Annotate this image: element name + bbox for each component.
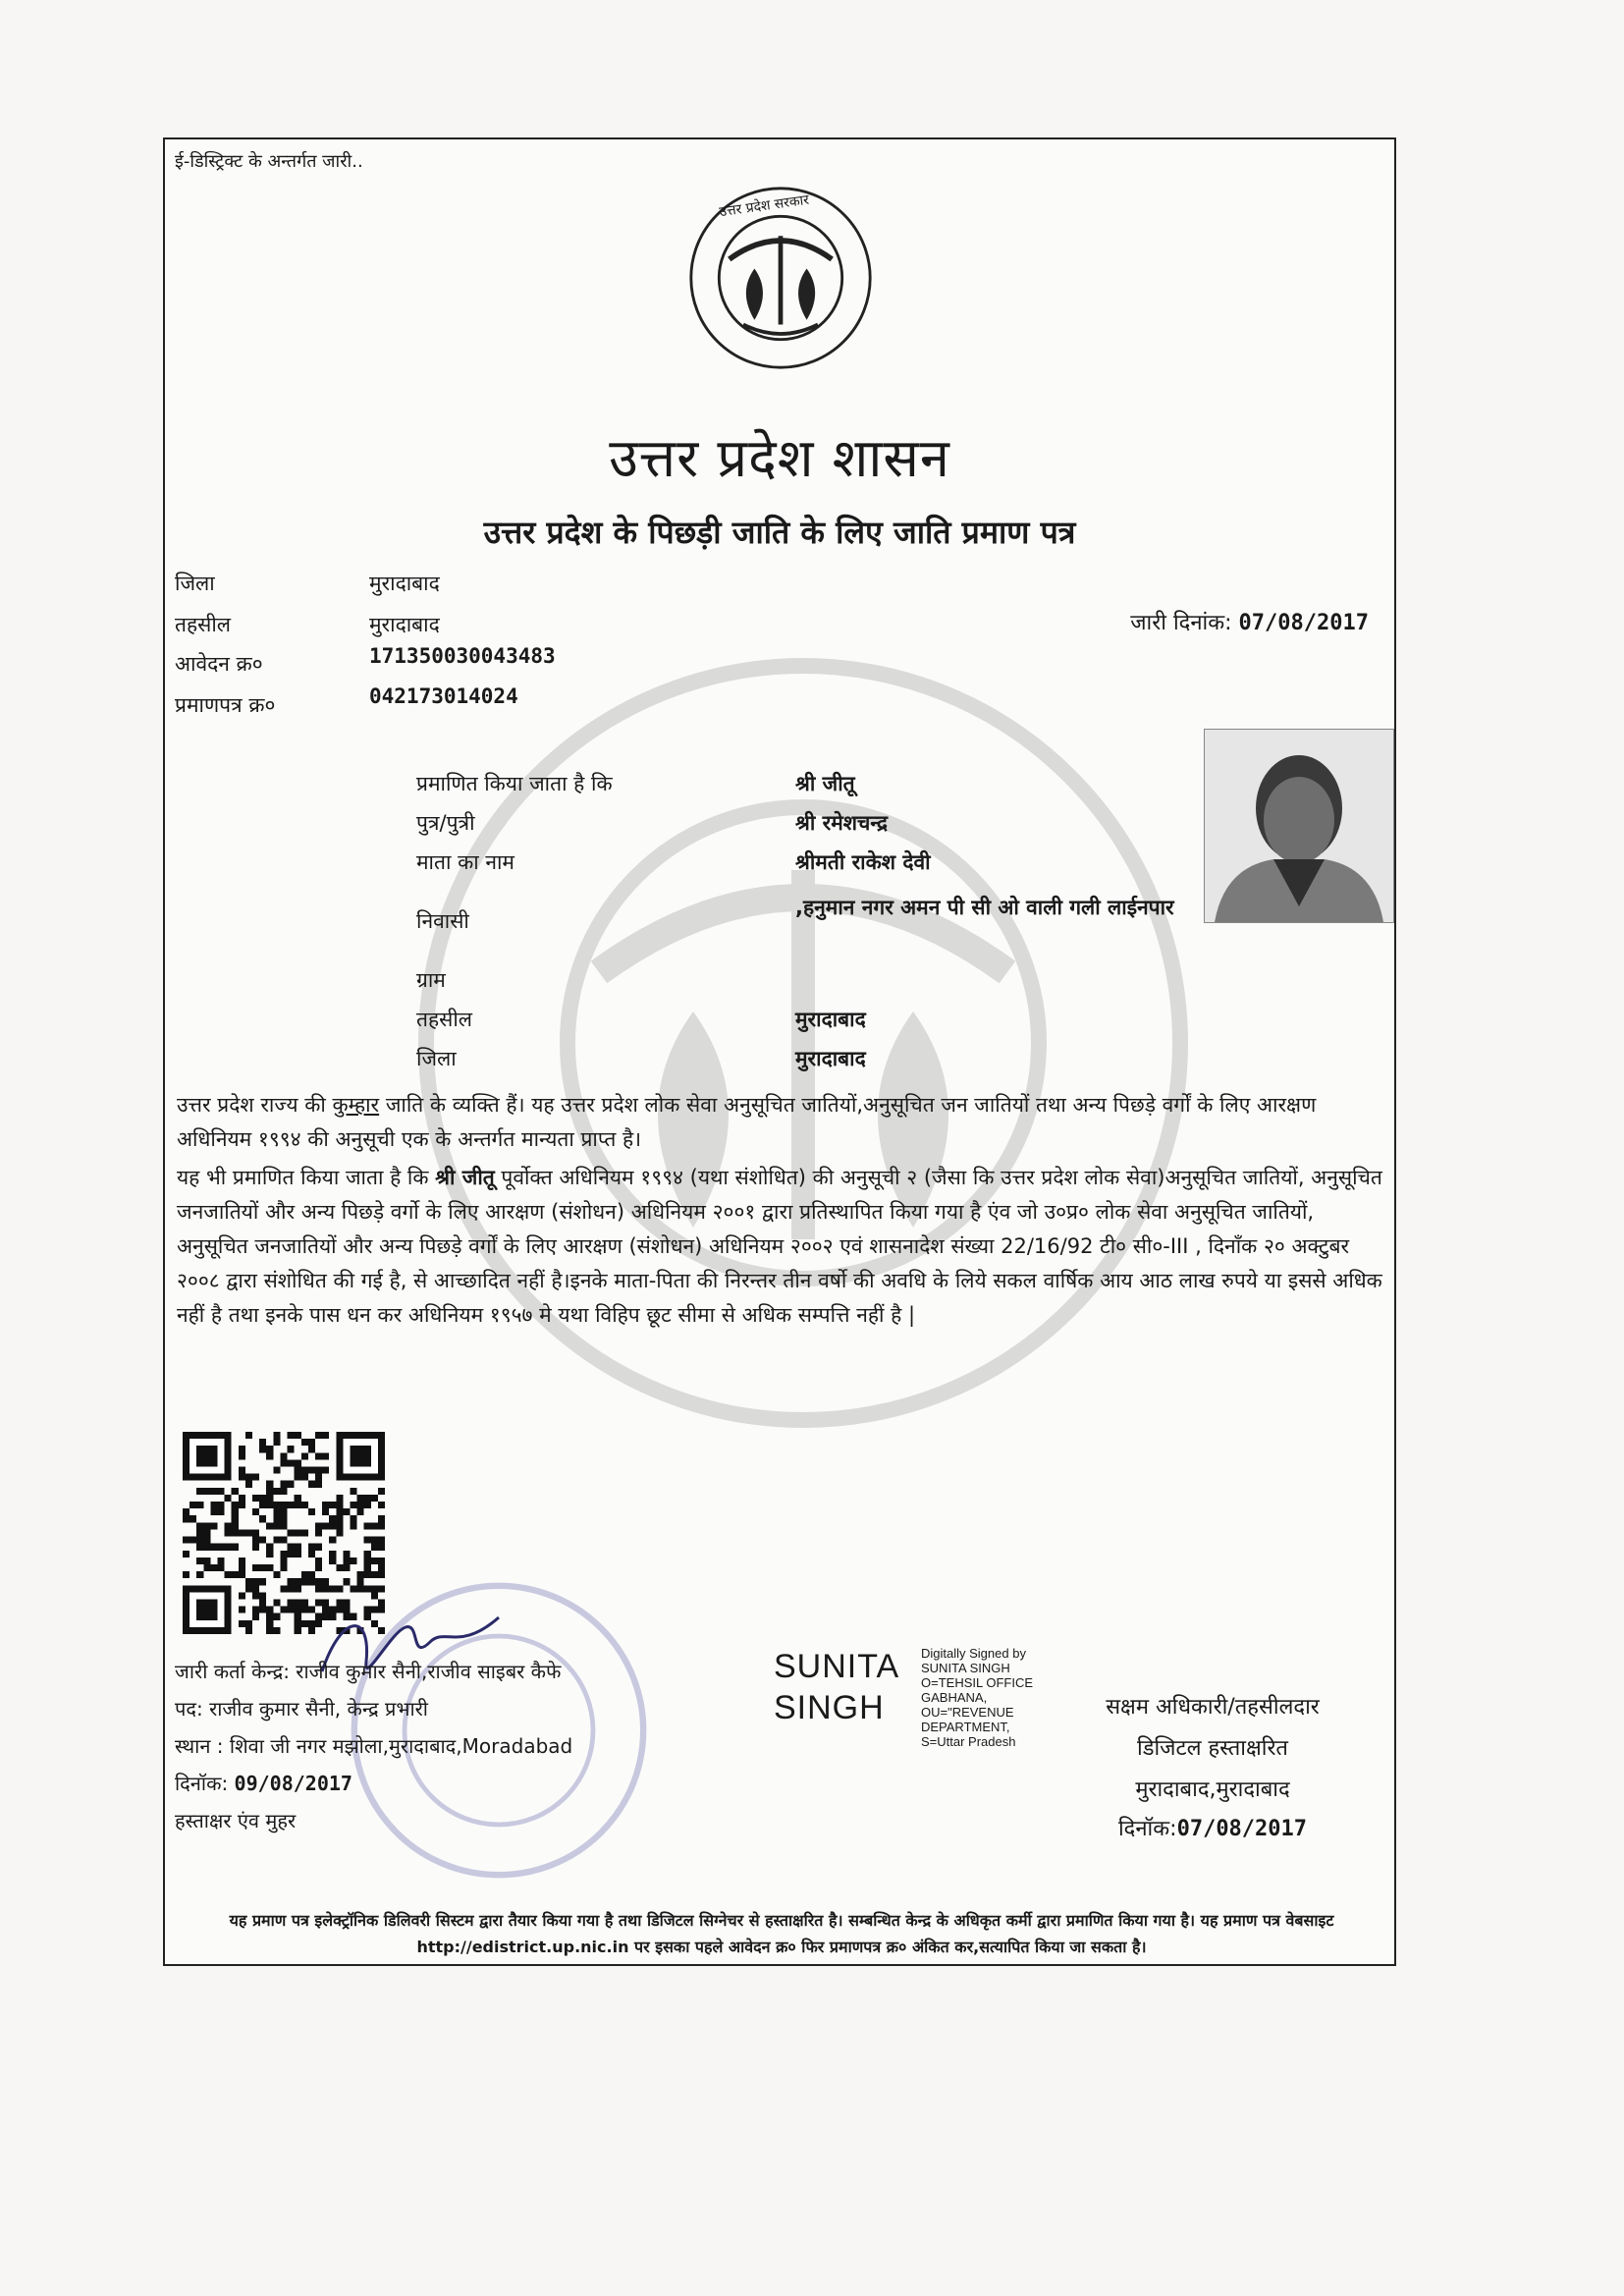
para1-rest: जाति के व्यक्ति हैं। यह उत्तर प्रदेश लोक सेवा अनुसूचित जातियों,अनुसूचित जन जातियों तथा अन्य पिछड़े वर्गों के लिए आरक्षण अधिनियम १९९४ की अनुसूची एक के अन्तर्गत मान्यता प्राप्त है। bbox=[177, 1093, 1317, 1151]
emblem-text: उत्तर प्रदेश सरकार bbox=[718, 191, 810, 221]
officer-date-label: दिनॉक: bbox=[1117, 1817, 1177, 1841]
issue-date-value: 07/08/2017 bbox=[1238, 611, 1369, 635]
issuer-date-label: दिनॉक: bbox=[175, 1772, 229, 1795]
signature-details bbox=[921, 1646, 1033, 1749]
district-value: मुरादाबाद bbox=[369, 572, 440, 595]
mother-name: श्रीमती राकेश देवी bbox=[795, 850, 931, 874]
certificate-no-label: प्रमाणपत्र क्र० bbox=[175, 693, 276, 717]
sig-detail: DEPARTMENT, bbox=[921, 1720, 1010, 1734]
issuer-sign-label: हस्ताक्षर एंव मुहर bbox=[175, 1809, 297, 1832]
certification-paragraph bbox=[177, 1161, 1386, 1333]
para2-rest: पूर्वोक्त अधिनियम १९९४ (यथा संशोधित) की अनुसूची २ (जैसा कि उत्तर प्रदेश लोक सेवा)अनुसूचित जातियों, अनुसूचित जनजातियों और अन्य पिछड़े वर्गो के लिए आरक्षण (संशोधन) अधिनियम २००१ द्वारा प्रतिस्थापित किया गया है एंव जो उ०प्र० लोक सेवा अनुसूचित जातियों, अनुसूचित जनजातियों और अन्य पिछड़े वर्गों के लिए आरक्षण (संशोधन) अधिनियम २००२ एवं शासनादेश संख्या 22/16/92 टी० सी०-III , दिनाँक २० अक्टुबर २००८ द्वारा संशोधित की गई है, से आच्छादित नहीं है।इनके माता-पिता की निरन्तर तीन वर्षो की अवधि के लिये सकल वार्षिक आय आठ लाख रुपये या इससे अधिक नहीं है तथा इनके पास धन कर अधिनियम १९५७ मे यथा विहिप छूट सीमा से अधिक सम्पत्ति नहीं है | bbox=[177, 1166, 1382, 1327]
certificate-frame bbox=[163, 137, 1396, 1966]
caste-paragraph bbox=[177, 1088, 1386, 1157]
issuer-date bbox=[175, 1770, 352, 1796]
father-name: श्री रमेशचन्द्र bbox=[795, 811, 889, 835]
certificate-number: 042173014024 bbox=[369, 684, 518, 708]
issue-date bbox=[1130, 607, 1369, 636]
certificate-title: उत्तर प्रदेश के पिछड़ी जाति के लिए जाति प्रमाण पत्र bbox=[483, 514, 1076, 551]
officer-location: मुरादाबाद,मुरादाबाद bbox=[1135, 1777, 1290, 1802]
field-tehsil-label: तहसील bbox=[416, 1008, 472, 1031]
field-district-label: जिला bbox=[416, 1047, 457, 1070]
para2-prefix: यह भी प्रमाणित किया जाता है कि bbox=[177, 1166, 436, 1189]
signer-name-line1: SUNITA bbox=[774, 1648, 900, 1685]
sig-detail: OU="REVENUE bbox=[921, 1705, 1014, 1720]
village-label: ग्राम bbox=[416, 968, 446, 992]
officer-digital-signed: डिजिटल हस्ताक्षरित bbox=[1137, 1736, 1288, 1761]
applicant-photo bbox=[1204, 729, 1394, 923]
resident-address: ,हनुमान नगर अमन पी सी ओ वाली गली लाईनपार bbox=[795, 896, 1174, 919]
issuer-date-value: 09/08/2017 bbox=[234, 1772, 352, 1795]
sig-detail: S=Uttar Pradesh bbox=[921, 1734, 1016, 1749]
tehsil-value: मुरादाबाद bbox=[369, 613, 440, 636]
field-tehsil-value: मुरादाबाद bbox=[795, 1008, 866, 1031]
district-label: जिला bbox=[175, 572, 215, 595]
certified-label: प्रमाणित किया जाता है कि bbox=[416, 772, 613, 795]
verification-footnote: यह प्रमाण पत्र इलेक्ट्रॉनिक डिलिवरी सिस्टम द्वारा तैयार किया गया है तथा डिजिटल सिग्नेचर से हस्ताक्षरित है। सम्बन्धित केन्द्र के अधिकृत कर्मी द्वारा प्रमाणित किया गया है। यह प्रमाण पत्र वेबसाइट http://edistrict.up.nic.in पर इसका पहले आवेदन क्र० फिर प्रमाणपत्र क्र० अंकित कर,सत्यापित किया जा सकता है। bbox=[229, 1911, 1334, 1956]
mother-label: माता का नाम bbox=[416, 850, 514, 874]
sig-detail: Digitally Signed by bbox=[921, 1646, 1026, 1661]
application-number: 171350030043483 bbox=[369, 644, 556, 668]
issuer-centre: जारी कर्ता केन्द्र: राजीव कुमार सैनी,राजीव साइबर कैफे bbox=[175, 1660, 562, 1683]
top-note: ई-डिस्ट्रिक्ट के अन्तर्गत जारी.. bbox=[175, 151, 363, 172]
sig-detail: GABHANA, bbox=[921, 1690, 988, 1705]
officer-date-value: 07/08/2017 bbox=[1176, 1817, 1308, 1841]
application-label: आवेदन क्र० bbox=[175, 652, 263, 676]
sig-detail: O=TEHSIL OFFICE bbox=[921, 1675, 1034, 1690]
field-district-value: मुरादाबाद bbox=[795, 1047, 866, 1070]
digital-signature bbox=[774, 1646, 1034, 1749]
sig-detail: SUNITA SINGH bbox=[921, 1661, 1010, 1675]
page-title: उत्तर प्रदेश शासन bbox=[609, 427, 950, 489]
issuer-post: पद: राजीव कुमार सैनी, केन्द्र प्रभारी bbox=[175, 1697, 428, 1721]
officer-date bbox=[1051, 1813, 1375, 1842]
signer-name-line2: SINGH bbox=[774, 1689, 885, 1726]
issuer-place: स्थान : शिवा जी नगर मझोला,मुरादाबाद,Moradabad bbox=[175, 1734, 573, 1758]
caste-name: कुम्हार bbox=[332, 1093, 380, 1117]
son-of-label: पुत्र/पुत्री bbox=[416, 811, 475, 835]
officer-designation: सक्षम अधिकारी/तहसीलदार bbox=[1106, 1695, 1320, 1720]
resident-label: निवासी bbox=[416, 909, 469, 933]
para2-name: श्री जीतू bbox=[435, 1166, 495, 1189]
applicant-name: श्री जीतू bbox=[795, 772, 855, 795]
para1-prefix: उत्तर प्रदेश राज्य की bbox=[177, 1093, 333, 1117]
issue-date-label: जारी दिनांक: bbox=[1130, 611, 1232, 635]
tehsil-label: तहसील bbox=[175, 613, 231, 636]
